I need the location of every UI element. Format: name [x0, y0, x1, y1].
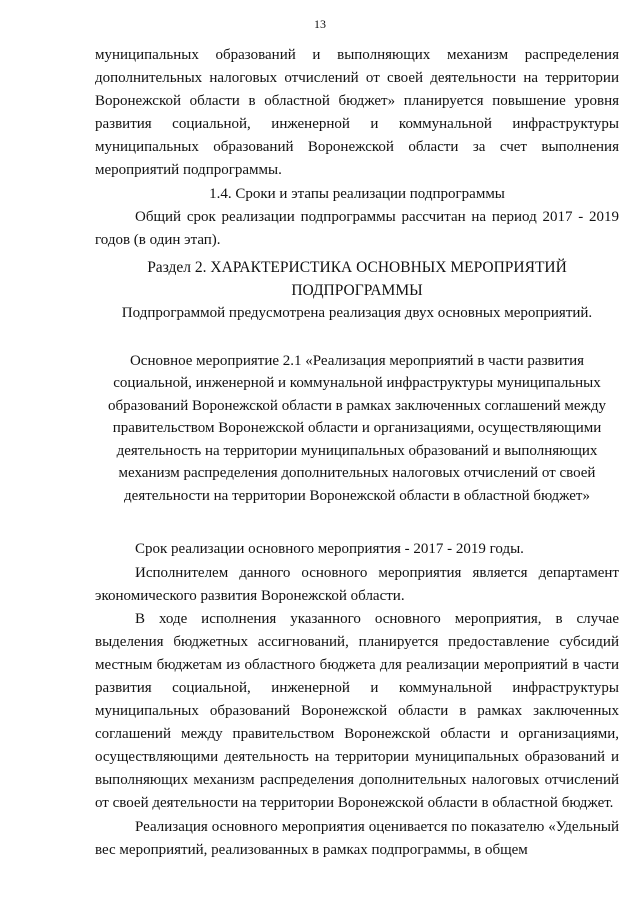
paragraph-two-main-events: Подпрограммой предусмотрена реализация двух основных мероприятий. [121, 304, 593, 321]
page-number: 13 [314, 17, 326, 31]
document-body [95, 44, 619, 862]
section-2-title [95, 256, 619, 302]
main-event-2-1-title: Основное мероприятие 2.1 «Реализация мероприятий в части развития социальной, инженерной и коммунальной инфраструктуры муниципальных образований Воронежской области в рамках заключенных соглашений между правительством Воронежской области и организациями, осуществляющими деятельность на территории муниципальных образований и выполняющих механизм распределения дополнительных налоговых отчислений от своей деятельности на территории Воронежской области в областной бюджет» [107, 352, 607, 504]
paragraph-event-period: Срок реализации основного мероприятия - 2017 - 2019 годы. [135, 541, 524, 558]
section-2-title-line-2: ПОДПРОГРАММЫ [291, 281, 423, 299]
paragraph-event-executor: Исполнителем данного основного мероприятия является департамент экономического развития Воронежской области. [95, 564, 619, 604]
paragraph-overall-period: Общий срок реализации подпрограммы рассчитан на период 2017 - 2019 годов (в один этап). [95, 208, 619, 248]
paragraph-event-implementation: В ходе исполнения указанного основного мероприятия, в случае выделения бюджетных ассигнований, планируется предоставление субсидий местным бюджетам из областного бюджета для реализации мероприятий в части развития социальной, инженерной и коммунальной инфраструктуры муниципальных образований Воронежской области в рамках заключенных соглашений между правительством Воронежской области и организациями, осуществляющими деятельность на территории муниципальных образований и выполняющих механизм распределения дополнительных налоговых отчислений от своей деятельности на территории Воронежской области в областной бюджет. [95, 610, 619, 812]
subheading-terms-and-stages: 1.4. Сроки и этапы реализации подпрограммы [209, 185, 505, 202]
paragraph-event-evaluation: Реализация основного мероприятия оценивается по показателю «Удельный вес мероприятий, реализованных в рамках подпрограммы, в общем [95, 818, 619, 858]
section-2-title-line-1: Раздел 2. ХАРАКТЕРИСТИКА ОСНОВНЫХ МЕРОПРИЯТИЙ [147, 258, 567, 276]
paragraph-goal-continuation: муниципальных образований и выполняющих механизм распределения дополнительных налоговых отчислений от своей деятельности на территории Воронежской области в областной бюджет» планируется повышение уровня развития социальной, инженерной и коммунальной инфраструктуры муниципальных образований Воронежской области за счет выполнения мероприятий подпрограммы. [95, 47, 619, 179]
